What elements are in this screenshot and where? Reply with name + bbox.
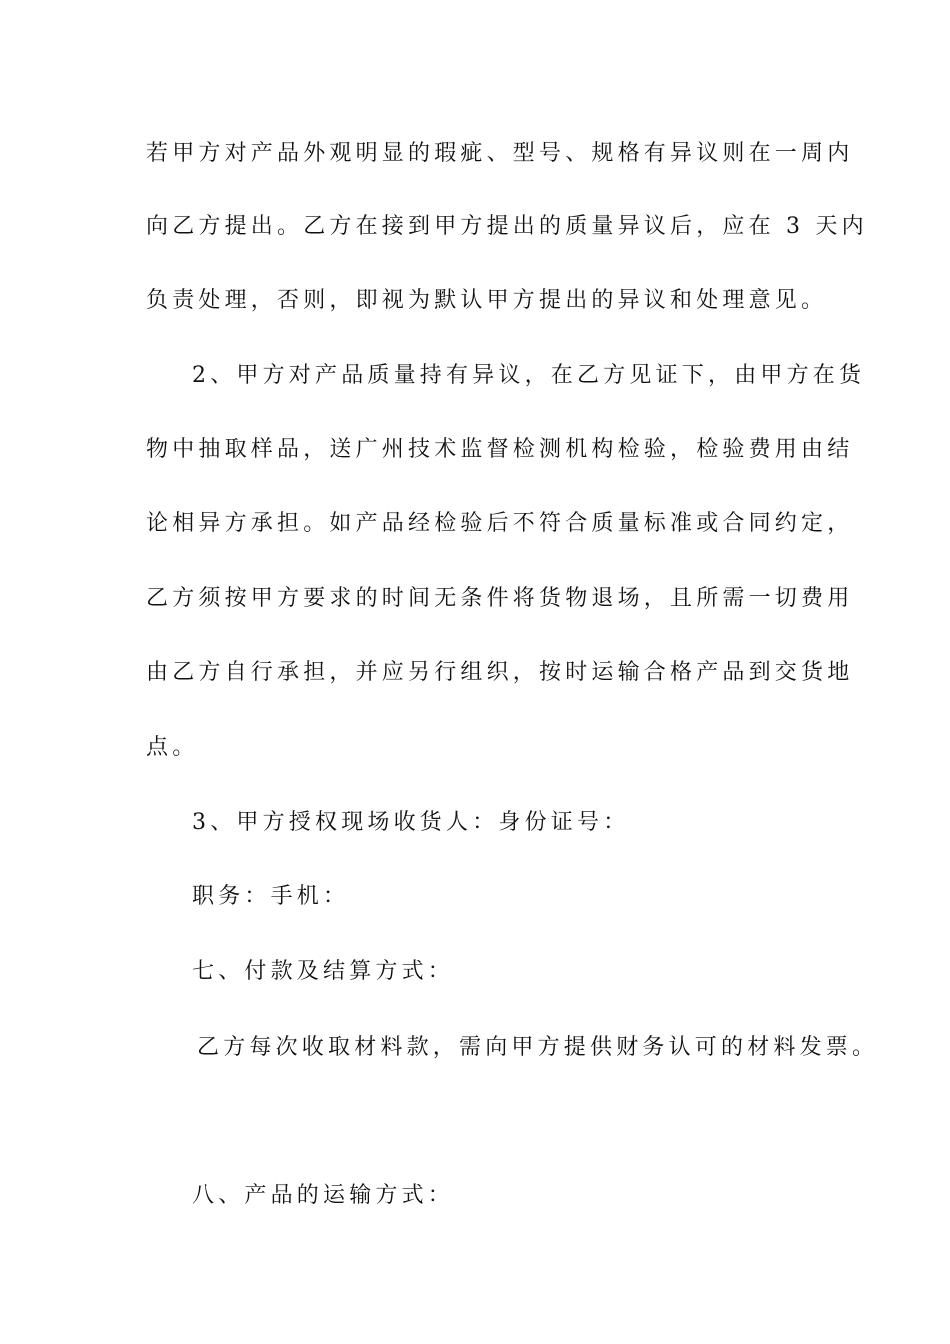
paragraph-line: 论相异方承担。如产品经检验后不符合质量标准或合同约定， <box>146 511 854 536</box>
paragraph-line: 若甲方对产品外观明显的瑕疵、型号、规格有异议则在一周内 <box>146 141 854 166</box>
paragraph-line: 由乙方自行承担，并应另行组织，按时运输合格产品到交货地 <box>146 660 854 685</box>
paragraph-line: 点。 <box>146 735 199 760</box>
paragraph-line: 乙方每次收取材料款，需向甲方提供财务认可的材料发票。 <box>197 1035 879 1060</box>
paragraph-line: 乙方须按甲方要求的时间无条件将货物退场，且所需一切费用 <box>146 586 854 611</box>
paragraph-line: 物中抽取样品，送广州技术监督检测机构检验，检验费用由结 <box>146 437 854 462</box>
paragraph-line: 负责处理，否则，即视为默认甲方提出的异议和处理意见。 <box>146 288 828 313</box>
paragraph-line: 职务：手机： <box>192 884 350 909</box>
paragraph-line: 向乙方提出。乙方在接到甲方提出的质量异议后，应在 3 天内 <box>146 214 868 239</box>
section-heading: 八、产品的运输方式： <box>192 1183 455 1208</box>
paragraph-line: 3、甲方授权现场收货人：身份证号： <box>192 810 630 835</box>
paragraph-line: 2、甲方对产品质量持有异议，在乙方见证下，由甲方在货 <box>192 363 866 388</box>
section-heading: 七、付款及结算方式： <box>192 959 455 984</box>
